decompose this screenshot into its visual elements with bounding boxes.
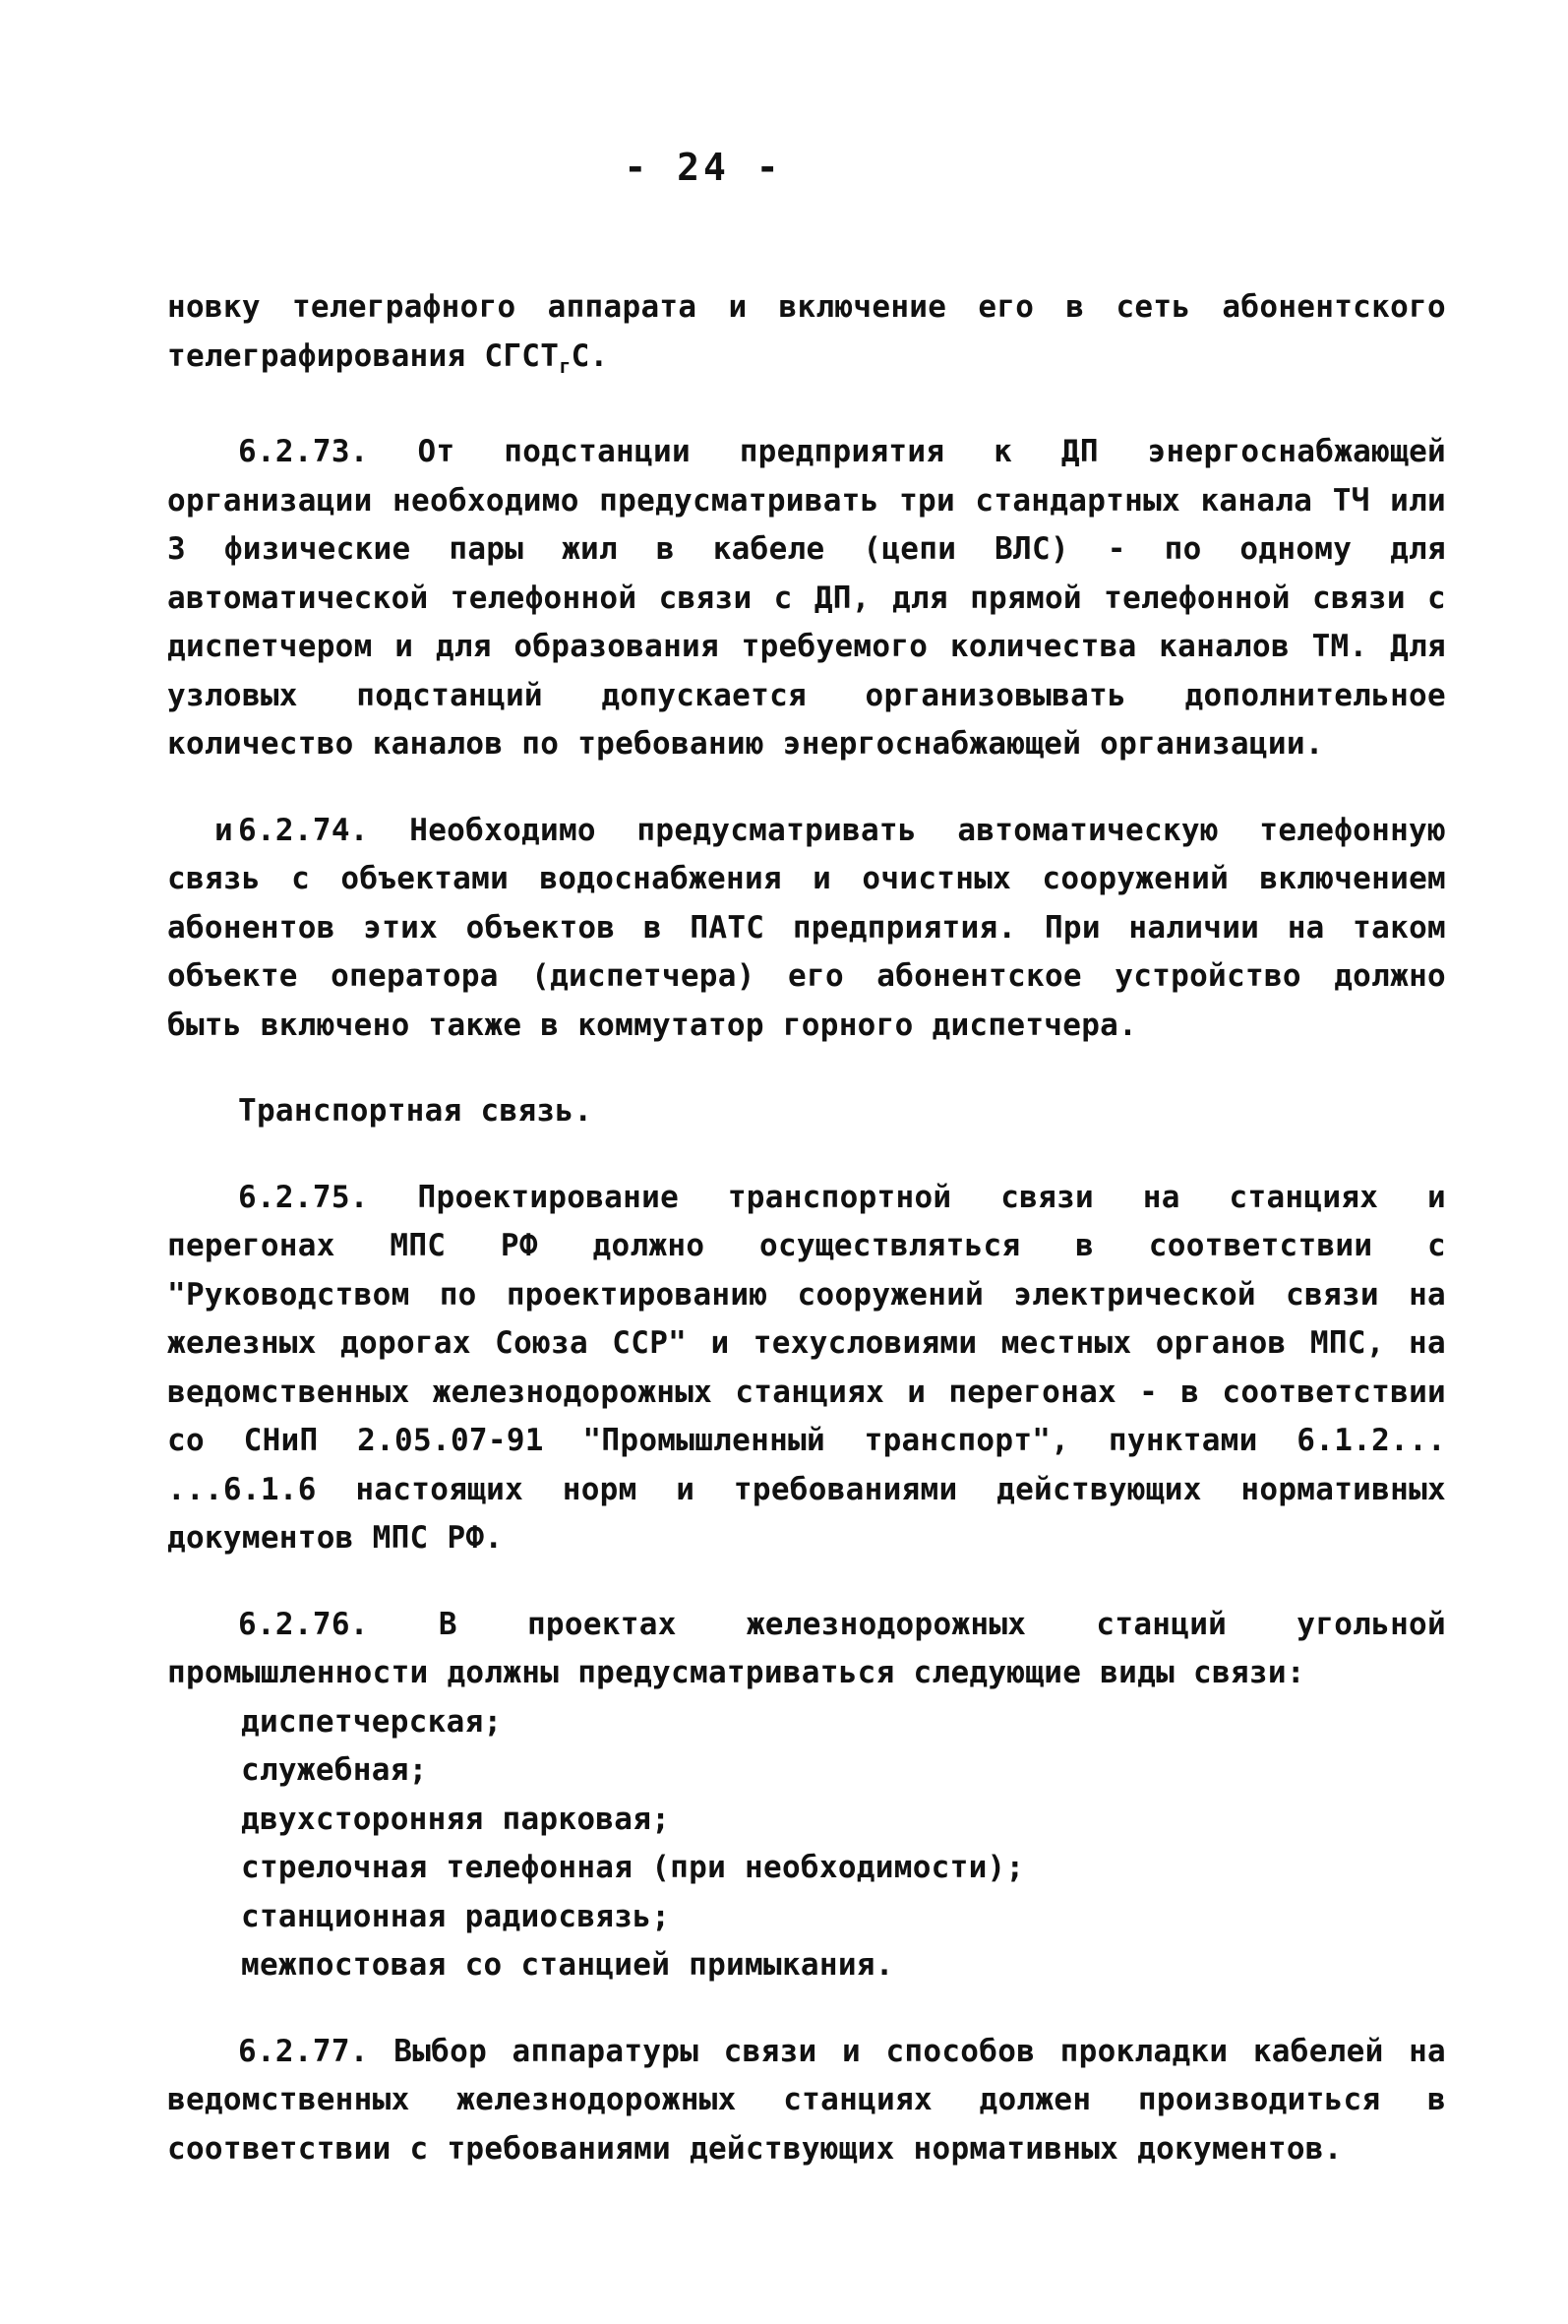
list-item: межпостовая со станцией примыкания. [241, 1947, 894, 1984]
paragraph-continuation: новку телеграфного аппарата и включение его в сеть абонентского телеграфирования $СГСТ_гС$. [167, 289, 1446, 378]
paragraph-6-2-74: и 6.2.74. Необходимо предусматривать автоматическую телефонную связь с объектами водоснабжения и очистных сооружений включением абонентов этих объектов в ПАТС предприятия. При наличии на таком объекте оператора (диспетчера) его абонентское устройство должно быть включено также в коммутатор горного диспетчера. [167, 812, 1446, 1043]
list-item: служебная; [241, 1752, 428, 1789]
paragraph-6-2-77: 6.2.77. Выбор аппаратуры связи и способов прокладки кабелей на ведомственных железнодорожных станциях должен производиться в соответствии с требованиями действующих нормативных документов. [167, 2033, 1446, 2167]
page-number: - 24 - [624, 146, 783, 189]
list-item: стрелочная телефонная (при необходимости); [241, 1850, 1025, 1886]
paragraph-6-2-73: 6.2.73. От подстанции предприятия к ДП энергоснабжающей организации необходимо предусматривать три стандартных канала ТЧ или 3 физические пары жил в кабеле (цепи ВЛС) - по одному для автоматической телефонной связи с ДП, для прямой телефонной связи с диспетчером и для образования требуемого количества каналов ТМ. Для узловых подстанций допускается организовывать дополнительное количество каналов по требованию энергоснабжающей организации. [167, 434, 1446, 763]
section-heading: Транспортная связь. [238, 1093, 593, 1130]
paragraph-6-2-75: 6.2.75. Проектирование транспортной связи на станциях и перегонах МПС РФ должно осуществляться в соответствии с "Руководством по проектированию сооружений электрической связи на железных дорогах Союза ССР" и техусловиями местных органов МПС, на ведомственных железнодорожных станциях и перегонах - в соответствии со СНиП 2.05.07-91 "Промышленный транспорт", пунктами 6.1.2... ...6.1.6 настоящих норм и требованиями действующих нормативных документов МПС РФ. [167, 1179, 1446, 1557]
list-item: двухсторонняя парковая; [241, 1801, 671, 1837]
list-item: станционная радиосвязь; [241, 1898, 671, 1934]
list-item: диспетчерская; [241, 1703, 503, 1740]
document-body [167, 283, 1446, 2173]
paragraph-6-2-76: 6.2.76. В проектах железнодорожных станций угольной промышленности должны предусматриваться следующие виды связи: [167, 1606, 1446, 1691]
communication-types-list [167, 1698, 1446, 1990]
